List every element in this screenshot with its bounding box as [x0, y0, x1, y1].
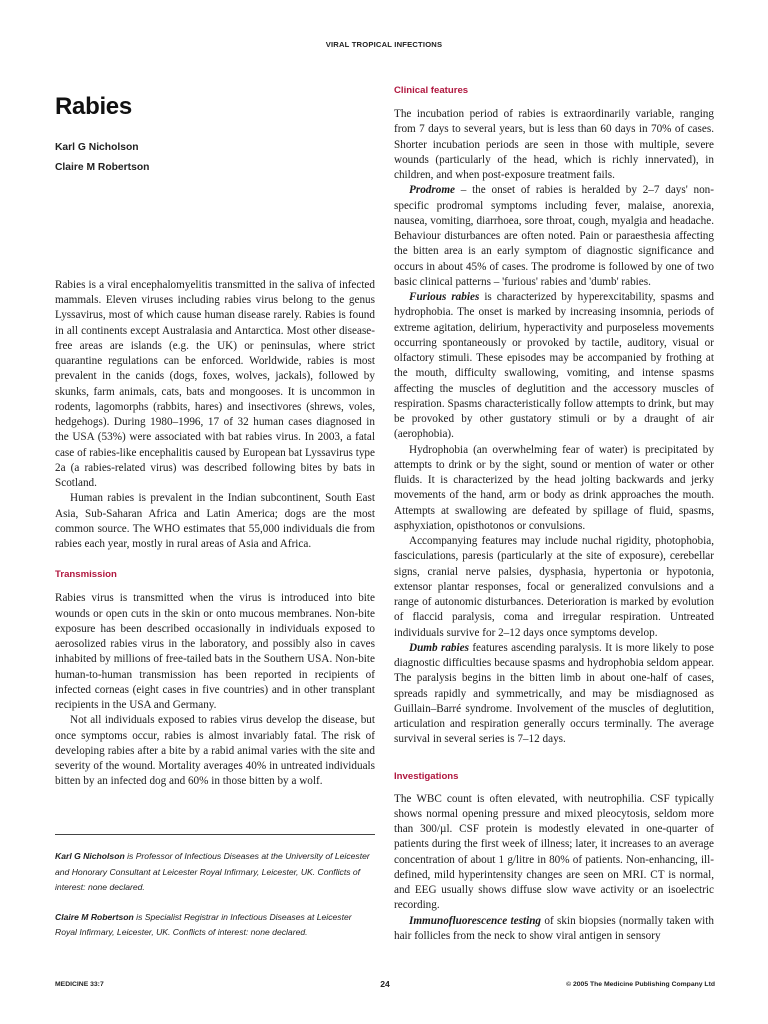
dumb-rabies-paragraph [394, 641, 714, 748]
section-heading-transmission: Transmission [55, 569, 117, 581]
copyright: © 2005 The Medicine Publishing Company Ltd [566, 981, 715, 988]
bio-text: is Specialist Registrar in Infectious Diseases at Leicester Royal Infirmary, Leicester, UK. Conflicts of interest: none declared. [55, 911, 352, 937]
article-title: Rabies [55, 93, 132, 120]
running-header: VIRAL TROPICAL INFECTIONS [325, 40, 443, 49]
intro-paragraph: Rabies is a viral encephalomyelitis transmitted in the saliva of infected mammals. Eleven viruses including rabies virus belong to the genus Lyssavirus, most of which cause human disease rarely. Rabies is found in all continents except Australasia and Antarctica. Most other disease-free areas are islands (e.g. the UK) or peninsulas, where strict quarantine regulations can be enforced. Worldwide, rabies is most prevalent in the canids (dogs, foxes, wolves, jackals), followed by skunks, farm animals, cats, bats and mongooses. It is uncommon in rodents, lagomorphs (rabbits, hares) and insectivores (shrews, voles, hedgehogs). During 1980–1996, 17 of 32 human cases diagnosed in the USA (53%) were associated with bat rabies virus. In 2003, a fatal case of rabies-like encephalitis caused by European bat Lyssavirus type 2a (a rabies-related virus) was described following bites by bats in Scotland. [55, 278, 375, 490]
author-name: Karl G Nicholson [55, 141, 139, 153]
author-bio [55, 849, 375, 896]
prodrome-lead: Prodrome [409, 184, 455, 197]
transmission-paragraph: Not all individuals exposed to rabies virus develop the disease, but once symptoms occur, rabies is almost invariably fatal. The risk of developing rabies after a bite by a rabid animal varies with the site and severity of the wound. Mortality averages 40% in untreated individuals bitten by an infected dog and 60% in those bitten by a wolf. [55, 714, 375, 788]
dumb-lead: Dumb rabies [409, 641, 469, 654]
intro-section [55, 278, 375, 553]
page-footer [55, 981, 715, 993]
author-bios [55, 834, 375, 955]
accompanying-features-paragraph: Accompanying features may include nuchal rigidity, photophobia, fasciculations, paresis (particularly at the site of exposure), cerebellar signs, cranial nerve palsies, dysphasia, hypertonia or hypotonia, extensor plantar responses, focal or generalized convulsions and a range of autonomic disturbances. Deterioration is marked by evolution of flaccid paralysis, coma and irregular respiration. Untreated individuals survive for 2–12 days once symptoms develop. [394, 535, 714, 639]
right-column [394, 84, 714, 944]
author-bio [55, 910, 375, 941]
bio-name: Claire M Robertson [55, 911, 134, 922]
section-heading-investigations: Investigations [394, 770, 459, 782]
left-column [55, 88, 375, 790]
furious-lead: Furious rabies [409, 291, 480, 303]
investigations-paragraph: The WBC count is often elevated, with neutrophilia. CSF typically shows normal opening pressure and mixed pleocytosis, seldom more than 300/µl. CSF protein is modestly elevated in one-quarter of patients during the first week of illness; later, it increases to an average concentration of about 1 g/litre in 80% of patients. Non-enhancing, ill-defined, mild hyperintensity changes are seen on MRI. CT is normal, and EEG usually shows diffuse slow wave activity or an isoelectric recording. [394, 792, 714, 912]
page-number: 24 [380, 979, 390, 989]
furious-rabies-paragraph [394, 290, 714, 443]
immunofluorescence-lead: Immunofluorescence testing [409, 914, 542, 927]
intro-paragraph: Human rabies is prevalent in the Indian subcontinent, South East Asia, Sub-Saharan Africa and Latin America; dogs are the most common source. The WHO estimates that 55,000 individuals die from rabies each year, mostly in rural areas of Asia and Africa. [55, 492, 375, 551]
immunofluorescence-paragraph [394, 914, 714, 945]
prodrome-paragraph [394, 183, 714, 290]
author-name: Claire M Robertson [55, 161, 150, 173]
clinical-paragraph: The incubation period of rabies is extraordinarily variable, ranging from 7 days to several years, but is less than 60 days in 70% of cases. Shorter incubation periods are seen in those with multiple, severe wounds (particularly of the head, which is richly innervated), in children, and when post-exposure treatment fails. [394, 108, 714, 181]
bio-text: is Professor of Infectious Diseases at the University of Leicester and Honorary Consultant at Leicester Royal Infirmary, Leicester, UK. Conflicts of interest: none declared. [55, 851, 370, 892]
journal-citation: MEDICINE 33:7 [55, 981, 104, 988]
prodrome-text: – the onset of rabies is heralded by 2–7 days' non-specific prodromal symptoms including fever, malaise, anorexia, nausea, vomiting, diarrhoea, sore throat, cough, myalgia and headache. Behaviour disturbances are often noted. Pain or paraesthesia affecting the bitten area is an early symptom of diagnostic significance and occurs in about 45% of cases. The prodrome is followed by one of two basic clinical patterns – 'furious' rabies and 'dumb' rabies. [394, 184, 714, 288]
immunofluorescence-text: of skin biopsies (normally taken with hair follicles from the neck to show viral antigen in sensory [394, 914, 714, 942]
section-heading-clinical-features: Clinical features [394, 85, 469, 96]
dumb-text: features ascending paralysis. It is more likely to pose diagnostic difficulties because spasms and hydrophobia seldom appear. The paralysis begins in the bitten limb in about one-half of cases, spreads rapidly and symmetrically, and may be misdiagnosed as Guillain–Barré syndrome. Involvement of the muscles of deglutition, articulation and respiration generally occurs terminally. The average survival in several series is 7–12 days. [394, 641, 714, 746]
furious-text: is characterized by hyperexcitability, spasms and hydrophobia. The onset is marked by increasing insomnia, periods of extreme agitation, delirium, hyperactivity and purposeless movements occurring spontaneously or provoked by tactile, auditory, visual or olfactory stimuli. These episodes may be accompanied by frothing at the mouth, difficulty swallowing, vomiting, and intense spasms affecting the muscles of deglutition and the accessory muscles of respiration. Spasms characteristically follow attempts to drink, but may be provoked by other gustatory stimuli or by a draught of air (aerophobia). [394, 291, 715, 441]
hydrophobia-paragraph: Hydrophobia (an overwhelming fear of water) is precipitated by attempts to drink or by the sight, sound or mention of water or other fluids. It is characterized by the head jolting backwards and jerky movements of the hand, arm or body as drink approaches the mouth. Attempts at swallowing are defeated by spillage of fluid, spasms, asphyxiation, opisthotonos or convulsions. [394, 443, 714, 532]
bio-name: Karl G Nicholson [55, 851, 125, 861]
transmission-paragraph: Rabies virus is transmitted when the virus is introduced into bite wounds or open cuts in the skin or onto mucous membranes. Non-bite exposure has been described occasionally in individuals exposed to aerosolized rabies virus in the laboratory, and possibly also in caves inhabited by millions of free-tailed bats in the Southern USA. Non-bite human-to-human transmission has been reported in recipients of infected corneas (eight cases in five countries) and in other transplant recipients in the USA and Germany. [55, 592, 375, 712]
